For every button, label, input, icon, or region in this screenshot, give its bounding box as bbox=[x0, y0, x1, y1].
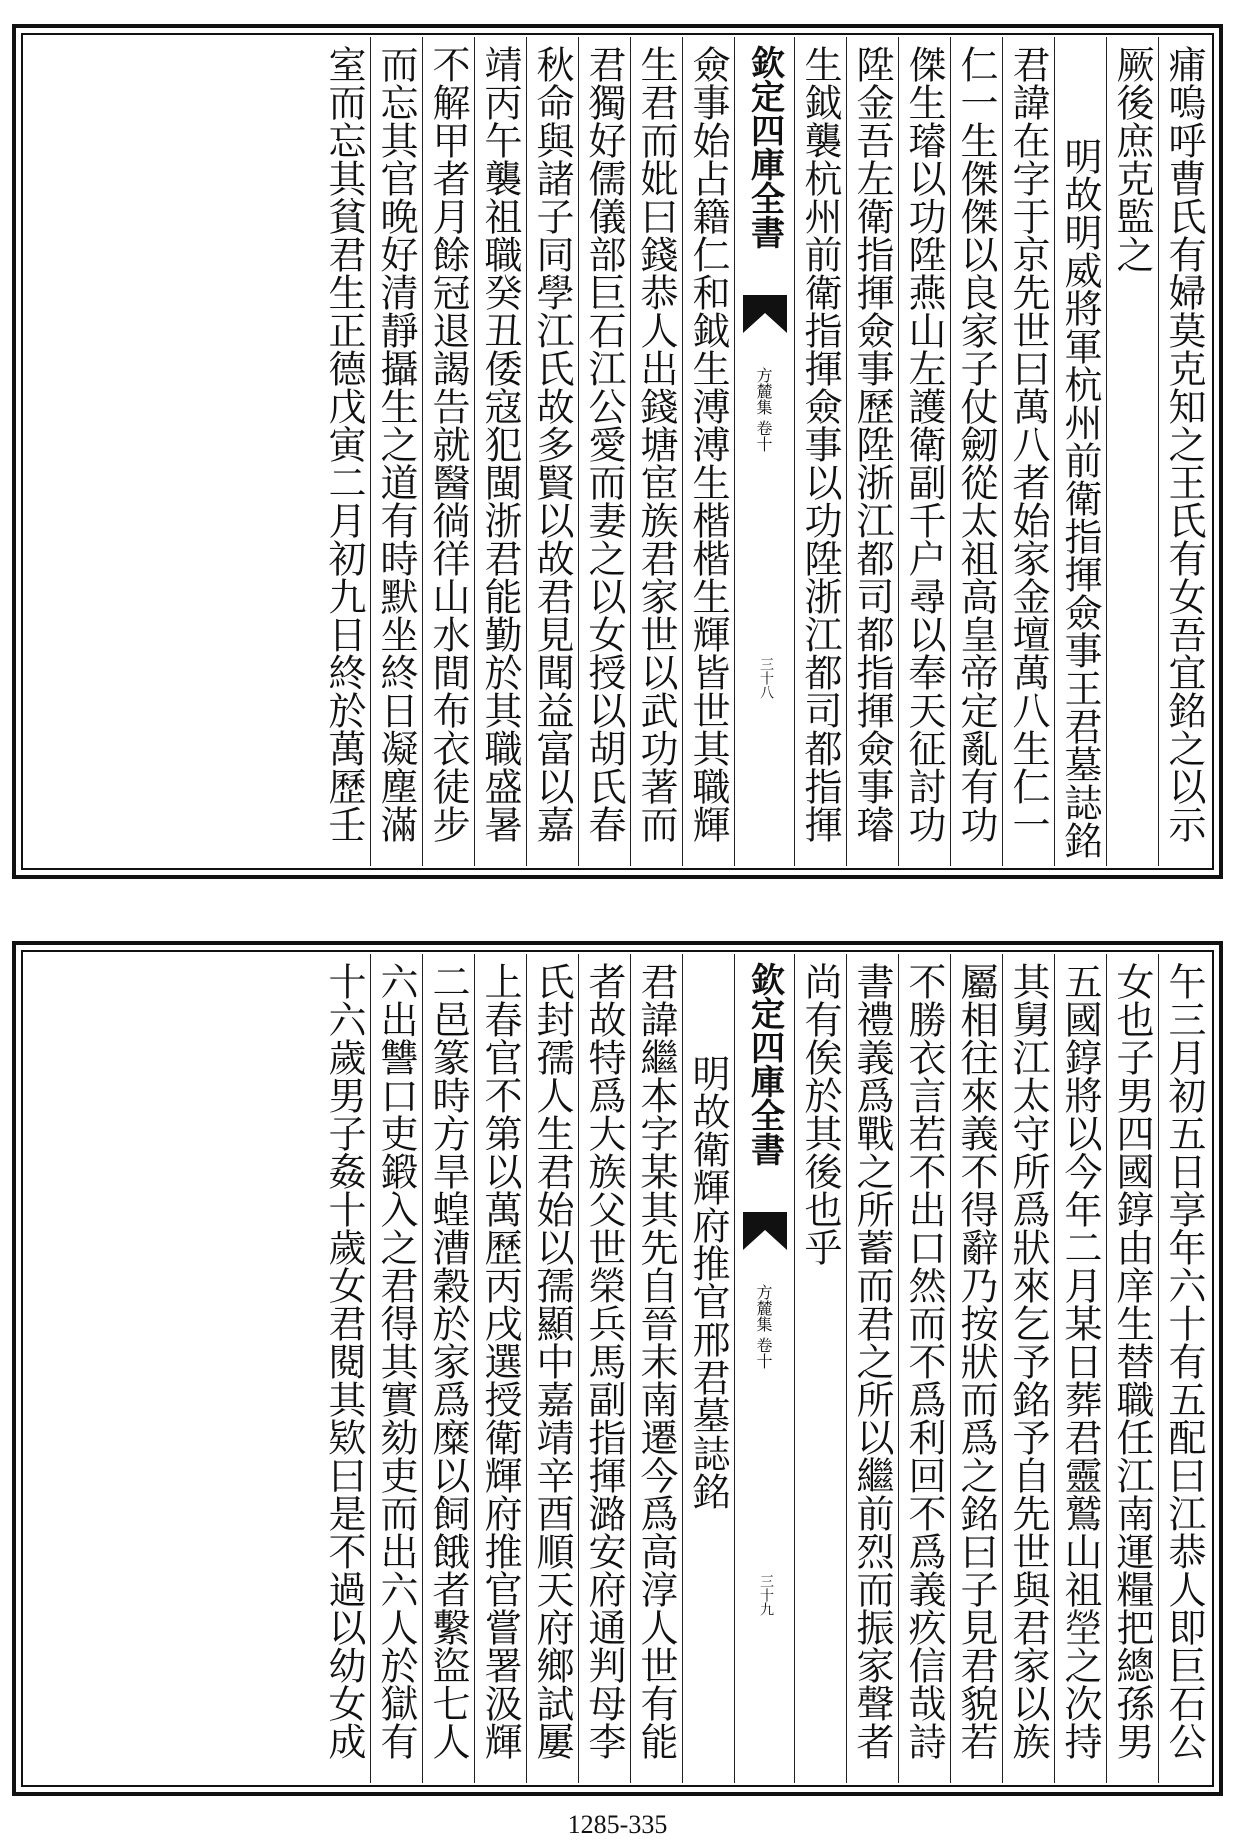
text-column: 痡嗚呼曹氏有婦莫克知之王氏有女吾宜銘之以示 bbox=[1158, 37, 1210, 866]
top-page-columns bbox=[25, 37, 1210, 866]
text-column: 而忘其官晚好清靜攝生之道有時默坐終日凝塵滿 bbox=[370, 37, 422, 866]
text-column: 十六歲男子姦十歲女君閱其欵曰是不過以幼女成 bbox=[322, 962, 366, 1760]
spine-book-label: 方麓集 卷十 bbox=[754, 367, 773, 453]
text-column: 僉事始占籍仁和鉞生溥溥生楷楷生輝皆世其職輝 bbox=[682, 37, 734, 866]
text-column: 不解甲者月餘冠退謁告就醫徜徉山水間布衣徒步 bbox=[422, 37, 474, 866]
text-column: 女也子男四國錞由庠生替職任江南運糧把總孫男 bbox=[1106, 954, 1158, 1783]
text-column: 書禮義爲戰之所蓄而君之所以繼前烈而振家聲者 bbox=[846, 954, 898, 1783]
fishtail-mark-icon bbox=[743, 295, 787, 335]
epitaph-title: 明故衛輝府推官邢君墓誌銘 bbox=[682, 954, 734, 1783]
text-column: 二邑篆時方旱蝗漕穀於家爲糜以飼餓者繫盜七人 bbox=[422, 954, 474, 1783]
book-spine bbox=[734, 37, 794, 866]
text-column: 仁一生傑傑以良家子仗劒從太祖高皇帝定亂有功 bbox=[950, 37, 1002, 866]
text-column: 君獨好儒儀部巨石江公愛而妻之以女授以胡氏春 bbox=[578, 37, 630, 866]
spine-title: 欽定四庫全書 bbox=[744, 962, 785, 1166]
spine-page-number: 三十九 bbox=[758, 1574, 774, 1616]
text-column: 室而忘其貧君生正德戊寅二月初九日終於萬歷壬 bbox=[322, 45, 366, 843]
book-spine bbox=[734, 954, 794, 1783]
text-column: 陞金吾左衛指揮僉事歷陞浙江都司都指揮僉事璿 bbox=[846, 37, 898, 866]
text-column: 尚有俟於其後也乎 bbox=[794, 954, 846, 1783]
spine-book-label: 方麓集 卷十 bbox=[754, 1284, 773, 1370]
spine-page-number: 三十八 bbox=[758, 657, 774, 699]
top-page bbox=[12, 24, 1223, 879]
bottom-page bbox=[12, 941, 1223, 1796]
text-column: 五國錞將以今年二月某日葬君靈鷲山祖塋之次持 bbox=[1054, 954, 1106, 1783]
text-column: 午三月初五日享年六十有五配曰江恭人即巨石公 bbox=[1158, 954, 1210, 1783]
text-column: 秋命與諸子同學江氏故多賢以故君見聞益富以嘉 bbox=[526, 37, 578, 866]
text-column: 者故特爲大族父世榮兵馬副指揮潞安府通判母李 bbox=[578, 954, 630, 1783]
text-column: 生鉞襲杭州前衛指揮僉事以功陞浙江都司都指揮 bbox=[794, 37, 846, 866]
text-column: 氏封孺人生君始以孺顯中嘉靖辛酉順天府鄉試屢 bbox=[526, 954, 578, 1783]
text-column: 上春官不第以萬歷丙戌選授衛輝府推官嘗署汲輝 bbox=[474, 954, 526, 1783]
text-column: 六出讐口吏鍛入之君得其實劾吏而出六人於獄有 bbox=[370, 954, 422, 1783]
text-column: 生君而妣曰錢恭人出錢塘宦族君家世以武功著而 bbox=[630, 37, 682, 866]
text-column: 其舅江太守所爲狀來乞予銘予自先世與君家以族 bbox=[1002, 954, 1054, 1783]
text-column: 君諱繼本字某其先自晉末南遷今爲高淳人世有能 bbox=[630, 954, 682, 1783]
fishtail-mark-icon bbox=[743, 1212, 787, 1252]
text-column: 屬相往來義不得辭乃按狀而爲之銘曰子見君貌若 bbox=[950, 954, 1002, 1783]
text-column: 厥後庶克監之 bbox=[1106, 37, 1158, 866]
text-column: 靖丙午襲祖職癸丑倭寇犯閩浙君能勤於其職盛暑 bbox=[474, 37, 526, 866]
page-footer-number: 1285-335 bbox=[567, 1810, 668, 1839]
spine-title: 欽定四庫全書 bbox=[744, 45, 785, 249]
bottom-page-columns bbox=[25, 954, 1210, 1783]
text-column: 傑生璿以功陞燕山左護衛副千户尋以奉天征討功 bbox=[898, 37, 950, 866]
text-column: 君諱在字于京先世曰萬八者始家金壇萬八生仁一 bbox=[1002, 37, 1054, 866]
text-column: 不勝衣言若不出口然而不爲利回不爲義疚信哉詩 bbox=[898, 954, 950, 1783]
epitaph-title: 明故明威將軍杭州前衛指揮僉事王君墓誌銘 bbox=[1054, 37, 1106, 866]
